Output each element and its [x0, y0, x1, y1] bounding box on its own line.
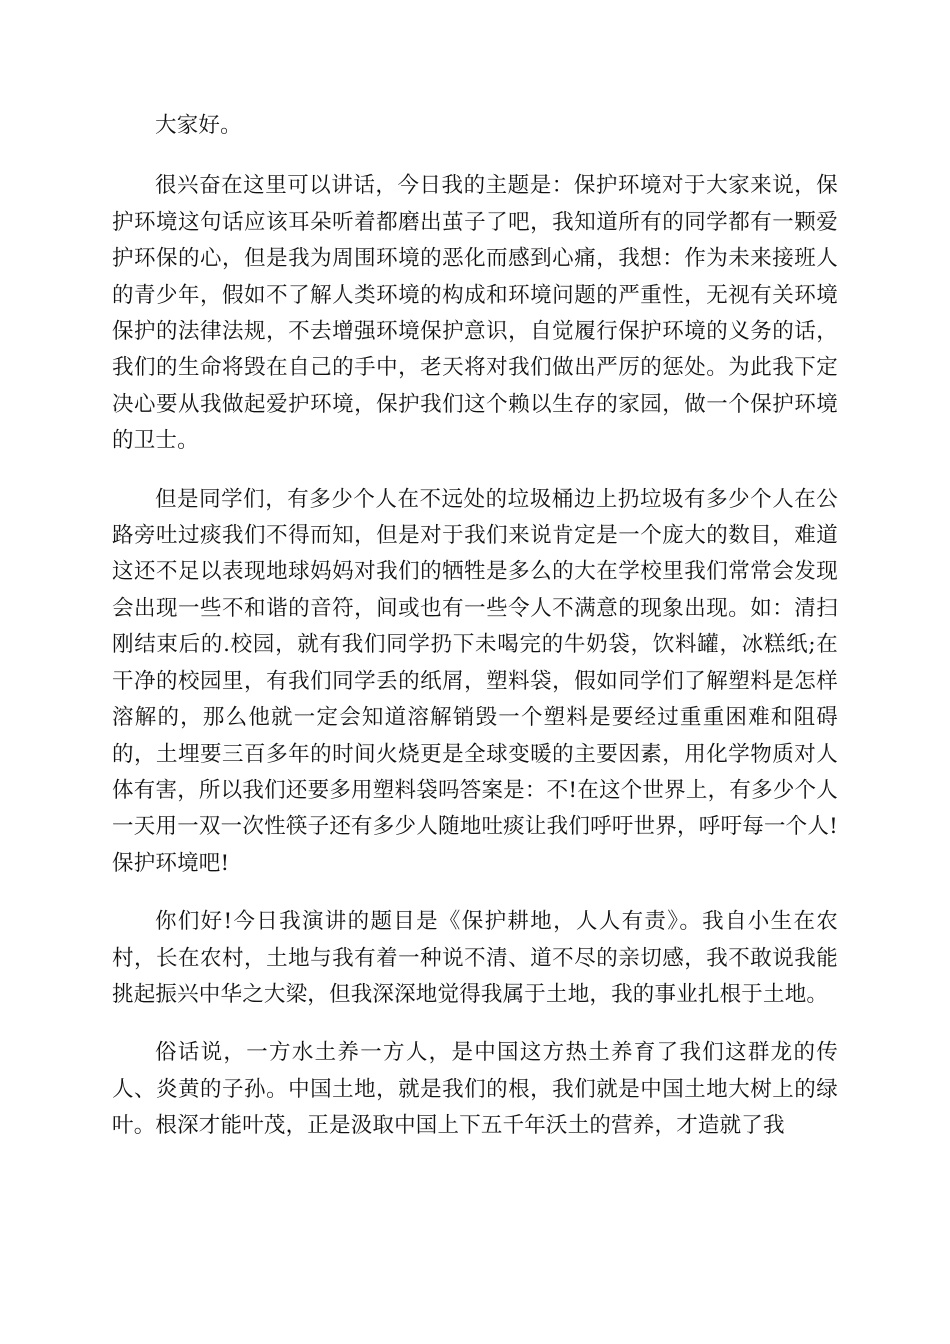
paragraph-environment-examples: 但是同学们，有多少个人在不远处的垃圾桶边上扔垃圾有多少个人在公路旁吐过痰我们不得而知，但是对于我们来说肯定是一个庞大的数目，难道这还不足以表现地球妈妈对我们的牺牲是多么的大在学校里我们常常会发现会出现一些不和谐的音符，间或也有一些令人不满意的现象出现。如：清扫刚结束后的.校园，就有我们同学扔下未喝完的牛奶袋，饮料罐，冰糕纸;在干净的校园里，有我们同学丢的纸屑，塑料袋，假如同学们了解塑料是怎样溶解的，那么他就一定会知道溶解销毁一个塑料是要经过重重困难和阻碍的，土埋要三百多年的时间火烧更是全球变暖的主要因素，用化学物质对人体有害，所以我们还要多用塑料袋吗答案是：不!在这个世界上，有多少个人一天用一双一次性筷子还有多少人随地吐痰让我们呼吁世界，呼吁每一个人!保护环境吧! — [112, 486, 838, 876]
paragraph-farmland-roots: 俗话说，一方水土养一方人，是中国这方热土养育了我们这群龙的传人、炎黄的子孙。中国土地，就是我们的根，我们就是中国土地大树上的绿叶。根深才能叶茂，正是汲取中国上下五千年沃土的营养，才造就了我 — [112, 1040, 838, 1139]
paragraph-environment-intro: 很兴奋在这里可以讲话，今日我的主题是：保护环境对于大家来说，保护环境这句话应该耳朵听着都磨出茧子了吧，我知道所有的同学都有一颗爱护环保的心，但是我为周围环境的恶化而感到心痛，我想：作为未来接班人的青少年，假如不了解人类环境的构成和环境问题的严重性，无视有关环境保护的法律法规，不去增强环境保护意识，自觉履行保护环境的义务的话，我们的生命将毁在自己的手中，老天将对我们做出严厉的惩处。为此我下定决心要从我做起爱护环境，保护我们这个赖以生存的家园，做一个保护环境的卫士。 — [112, 173, 838, 454]
paragraph-greeting: 大家好。 — [155, 113, 242, 138]
paragraph-farmland-intro: 你们好!今日我演讲的题目是《保护耕地，人人有责》。我自小生在农村，长在农村，土地与我有着一种说不清、道不尽的亲切感，我不敢说我能挑起振兴中华之大梁，但我深深地觉得我属于土地，我的事业扎根于土地。 — [112, 909, 838, 1007]
